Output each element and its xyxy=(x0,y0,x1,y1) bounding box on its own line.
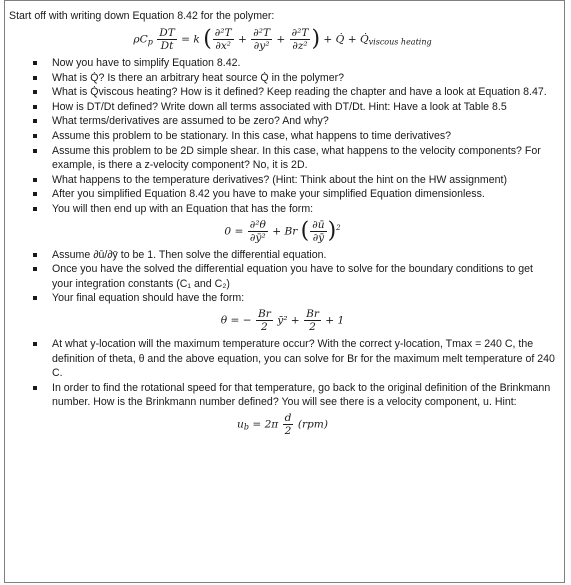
list-item: How is DT/Dt defined? Write down all terms associated with DT/Dt. Hint: Have a look at Table 8.5 xyxy=(52,100,556,115)
list-item: Assume this problem to be stationary. In this case, what happens to time derivatives? xyxy=(52,129,556,144)
eq-end: + 1 xyxy=(325,314,345,327)
frac-num: ∂²T xyxy=(291,27,309,39)
bullet-list-3 xyxy=(9,337,556,410)
eq-term-z xyxy=(290,27,311,52)
eq-lhs: θ = − xyxy=(220,314,252,327)
eq-lhs: 0 = xyxy=(224,225,244,238)
eq-lhs: u xyxy=(237,418,244,431)
list-item: Now you have to simplify Equation 8.42. xyxy=(52,56,556,71)
frac-den: 2 xyxy=(261,320,268,333)
frac-den: ∂ȳ² xyxy=(249,231,266,244)
eq-equals: = 2π xyxy=(252,418,279,431)
frac-den: 2 xyxy=(309,320,316,333)
intro-text: Start off with writing down Equation 8.42 for the polymer: xyxy=(9,10,275,22)
list-item: Assume this problem to be 2D simple shear. In this case, what happens to the velocity components? For example, is there a z-velocity component? No, it is 2D. xyxy=(52,144,556,173)
bullet-list-1 xyxy=(9,56,556,217)
list-item: In order to find the rotational speed for that temperature, go back to the original definition of the Brinkmann number. How is the Brinkmann number defined? You will see there is a velocity component, u. Hint: xyxy=(52,381,556,410)
frac-den: ∂y² xyxy=(253,40,270,52)
list-item: What happens to the temperature derivatives? (Hint: Think about the hint on the HW assignment) xyxy=(52,173,556,188)
frac-den: ∂ȳ xyxy=(312,231,325,244)
frac-num: ∂²θ xyxy=(249,218,266,231)
eq-equals-k: = k xyxy=(181,33,200,46)
equation-final xyxy=(9,308,556,333)
list-item: Assume ∂ū/∂ȳ to be 1. Then solve the differential equation. xyxy=(52,248,556,263)
frac-num: ∂²T xyxy=(214,27,232,39)
eq-mid: ȳ² + xyxy=(277,314,300,327)
frac-num: ∂²T xyxy=(253,27,271,39)
eq-lhs-frac xyxy=(157,27,177,52)
list-item: Your final equation should have the form: xyxy=(52,291,556,306)
frac-den: ∂z² xyxy=(292,40,308,52)
list-item: At what y-location will the maximum temperature occur? With the correct y-location, Tmax = 240 C, the definition of theta, θ and the above equation, you can solve for Br for the maximum melt temperature of 240 C. xyxy=(52,337,555,380)
frac-den: Dt xyxy=(160,40,174,52)
open-paren: ( xyxy=(203,26,212,52)
open-paren: ( xyxy=(300,218,310,244)
equation-speed xyxy=(9,412,556,437)
bullet-list-2 xyxy=(9,248,556,306)
close-paren: ) xyxy=(311,26,321,52)
document-page xyxy=(4,0,565,583)
equation-dimensionless xyxy=(9,219,556,244)
eq-term-x xyxy=(213,27,234,52)
frac-num: d xyxy=(284,411,292,424)
eq-lhs-sub: b xyxy=(243,422,249,432)
frac-num: Br xyxy=(306,307,319,320)
eq-term-velocity xyxy=(310,219,326,244)
eq-exponent: 2 xyxy=(336,223,341,232)
frac-num: Br xyxy=(257,307,271,320)
frac-den: ∂x² xyxy=(215,40,232,52)
eq-term-y xyxy=(251,27,272,52)
list-item: You will then end up with an Equation that has the form: xyxy=(52,202,556,217)
eq-lhs-sub: p xyxy=(147,37,153,47)
eq-frac-2 xyxy=(304,308,321,333)
eq-frac-1 xyxy=(256,308,273,333)
equation-8-42: $\rho C_p$ $\frac{DT}{Dt}$ = k ( $\frac{\text{∂²T}}{\text{∂x²}}$ + $\frac{\text{∂²T}}{\text{∂y²}}$ + $\frac{\text{∂²T}}{\text{∂z²}}$ ) + Q̇ + $Q̇_{viscous heating}$ xyxy=(133,26,432,52)
list-item: What terms/derivatives are assumed to be zero? And why? xyxy=(52,114,556,129)
list-item: After you simplified Equation 8.42 you have to make your simplified Equation dimensionless. xyxy=(52,187,556,202)
frac-den: 2 xyxy=(284,424,292,437)
list-item: What is Q̇viscous heating? How is it defined? Keep reading the chapter and have a look at Equation 8.47. xyxy=(52,85,556,100)
frac-num: ∂ū xyxy=(312,218,325,231)
close-paren: ) xyxy=(327,218,337,244)
eq-frac-d xyxy=(283,412,294,437)
list-item: What is Q̇? Is there an arbitrary heat source Q̇ in the polymer? xyxy=(52,71,556,86)
eq-tail: + Q̇ + Q̇ xyxy=(323,33,369,46)
eq-term-theta xyxy=(248,219,268,244)
eq-tail-sub: viscous heating xyxy=(368,37,432,47)
eq-end: (rpm) xyxy=(297,418,328,431)
eq-lhs-coef: ρC xyxy=(133,33,148,46)
frac-num: DT xyxy=(159,27,175,39)
eq-plus-br: + Br xyxy=(272,225,298,238)
list-item: Once you have the solved the differential equation you have to solve for the boundary conditions to get your integration constants (C₁ and C₂) xyxy=(52,262,556,291)
